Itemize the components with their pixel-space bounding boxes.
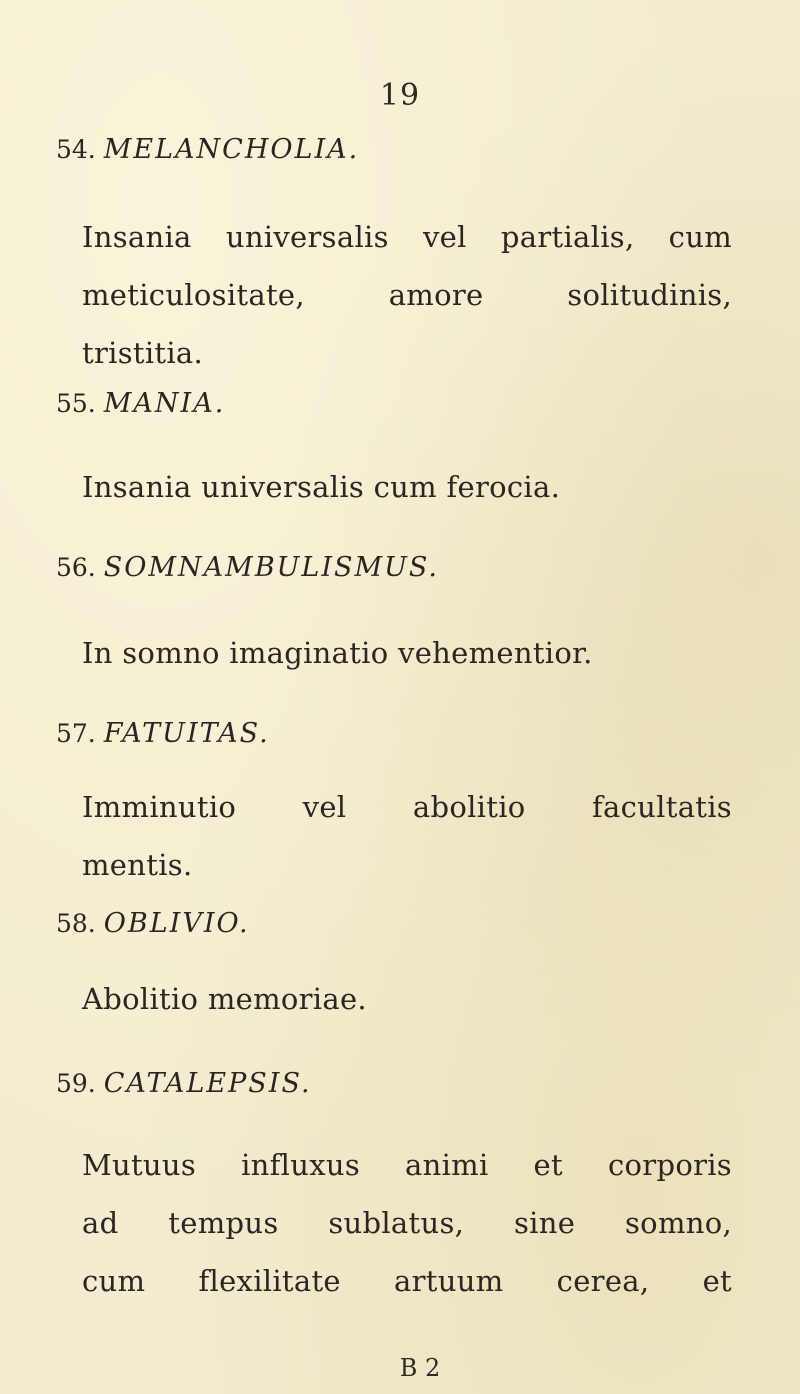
entry-heading-58 bbox=[56, 908, 250, 939]
definition-line: mentis. bbox=[82, 848, 193, 882]
entry-number: 59. bbox=[56, 1069, 96, 1098]
definition-line: meticulositate, amore solitudinis, bbox=[82, 278, 732, 312]
entry-number: 55. bbox=[56, 389, 96, 418]
definition-line: In somno imaginatio vehementior. bbox=[82, 636, 593, 670]
entry-number: 56. bbox=[56, 553, 96, 582]
entry-heading-56 bbox=[56, 552, 439, 583]
signature-mark: B 2 bbox=[399, 1354, 441, 1382]
entry-definition-57 bbox=[82, 778, 732, 894]
entry-title: CATALEPSIS. bbox=[103, 1068, 312, 1099]
entry-title: FATUITAS. bbox=[103, 718, 270, 749]
definition-line: ad tempus sublatus, sine somno, bbox=[82, 1206, 732, 1240]
definition-line: Insania universalis vel partialis, cum bbox=[82, 220, 732, 254]
entry-definition-58 bbox=[82, 970, 732, 1028]
entry-definition-54 bbox=[82, 208, 732, 382]
page-number: 19 bbox=[379, 78, 421, 113]
entry-heading-57 bbox=[56, 718, 270, 749]
definition-line: tristitia. bbox=[82, 336, 204, 370]
entry-number: 57. bbox=[56, 719, 96, 748]
definition-line: Imminutio vel abolitio facultatis bbox=[82, 790, 732, 824]
entry-title: MELANCHOLIA. bbox=[103, 134, 360, 165]
entry-heading-54 bbox=[56, 134, 359, 165]
definition-line: Mutuus influxus animi et corporis bbox=[82, 1148, 732, 1182]
entry-number: 54. bbox=[56, 135, 96, 164]
entry-number: 58. bbox=[56, 909, 96, 938]
entry-heading-55 bbox=[56, 388, 225, 419]
entry-title: MANIA. bbox=[103, 388, 226, 419]
definition-line: Abolitio memoriae. bbox=[82, 982, 367, 1016]
entry-heading-59 bbox=[56, 1068, 312, 1099]
definition-line: cum flexilitate artuum cerea, et bbox=[82, 1264, 732, 1298]
entry-definition-55 bbox=[82, 458, 732, 516]
entry-title: OBLIVIO. bbox=[103, 908, 250, 939]
entry-definition-56 bbox=[82, 624, 732, 682]
entry-definition-59 bbox=[82, 1136, 732, 1310]
definition-line: Insania universalis cum ferocia. bbox=[82, 470, 561, 504]
entry-title: SOMNAMBULISMUS. bbox=[103, 552, 440, 583]
